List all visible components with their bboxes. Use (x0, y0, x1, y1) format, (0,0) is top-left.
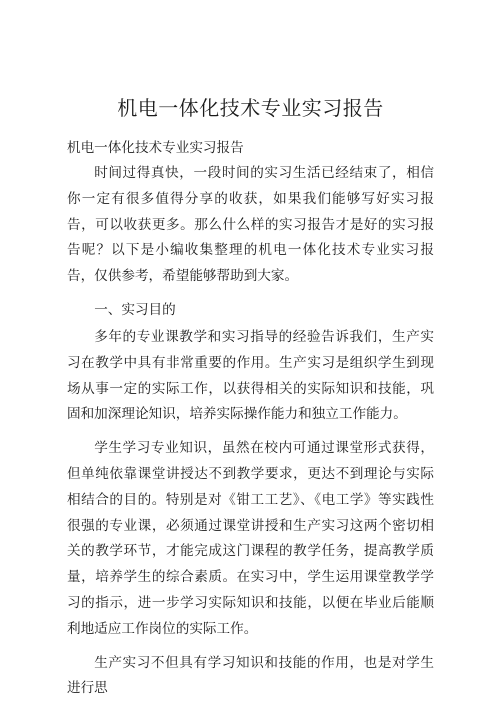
body-paragraph-2: 学生学习专业知识，虽然在校内可通过课堂形式获得，但单纯依靠课堂讲授达不到教学要求，更达不到理论与实际相结合的目的。特别是对《钳工工艺》、《电工学》等实践性很强的专业课，必须通过课堂讲授和生产实习这两个密切相关的教学环节，才能完成这门课程的教学任务，提高教学质量，培养学生的综合素质。在实习中，学生运用课堂教学学习的指示，进一步学习实际知识和技能，以便在毕业后能顺利地适应工作岗位的实际工作。 (67, 440, 434, 637)
document-title: 机电一体化技术专业实习报告 (117, 96, 384, 120)
document-subtitle: 机电一体化技术专业实习报告 (67, 140, 244, 156)
intro-paragraph: 时间过得真快，一段时间的实习生活已经结束了，相信你一定有很多值得分享的收获，如果我们能够写好实习报告，可以收获更多。那么什么样的实习报告才是好的实习报告呢？以下是小编收集整理的机电一体化技术专业实习报告，仅供参考，希望能够帮助到大家。 (67, 165, 434, 285)
body-paragraph-3: 生产实习不但具有学习知识和技能的作用，也是对学生进行思 (67, 654, 434, 697)
body-paragraph-1: 多年的专业课教学和实习指导的经验告诉我们，生产实习在教学中具有非常重要的作用。生产实习是组织学生到现场从事一定的实际工作，以获得相关的实际知识和技能，巩固和加深理论知识，培养实际操作能力和独立工作能力。 (67, 328, 434, 423)
section-heading: 一、实习目的 (94, 301, 176, 318)
